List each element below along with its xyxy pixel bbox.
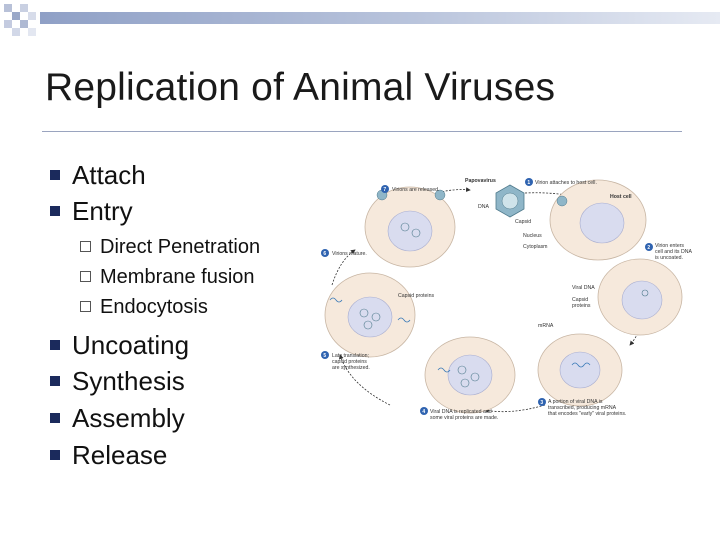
host-cell-bottom-right — [538, 334, 622, 406]
checkbox-bullet-icon — [80, 241, 91, 252]
host-cell-left — [325, 273, 415, 357]
bullet-text: Release — [72, 440, 168, 470]
label-capsid-proteins: proteins — [572, 303, 591, 309]
bullet-text: Attach — [72, 160, 146, 190]
label-step2: is uncoated. — [655, 255, 683, 261]
label-step6: Virions mature. — [332, 251, 367, 257]
label-step2: cell and its DNA — [655, 249, 692, 255]
square-bullet-icon — [50, 206, 60, 216]
host-cell-bottom-center — [425, 337, 515, 413]
host-cell-top-left — [365, 187, 455, 267]
square-bullet-icon — [50, 376, 60, 386]
sub-bullet-text: Membrane fusion — [100, 266, 255, 288]
step-number: 7 — [383, 186, 387, 193]
step-number: 4 — [422, 408, 426, 415]
label-step2: Virion enters — [655, 243, 685, 249]
host-cell-top-right — [550, 180, 646, 260]
label-host-cell: Host cell — [610, 194, 632, 200]
label-cytoplasm: Cytoplasm — [523, 244, 548, 250]
label-viral-dna: Viral DNA — [572, 285, 595, 291]
square-bullet-icon — [50, 450, 60, 460]
bullet-text: Entry — [72, 196, 133, 226]
bullet-text: Uncoating — [72, 330, 190, 360]
label-nucleus: Nucleus — [523, 233, 542, 239]
square-bullet-icon — [50, 340, 60, 350]
label-step3: transcribed, producing mRNA — [548, 405, 617, 411]
checkbox-bullet-icon — [80, 301, 91, 312]
square-bullet-icon — [50, 413, 60, 423]
sub-bullet-text: Endocytosis — [100, 296, 208, 318]
bullet-text: Synthesis — [72, 366, 185, 396]
step-number: 6 — [323, 250, 327, 257]
label-step1: Virion attaches to host cell. — [535, 180, 597, 186]
label-step5: capsid proteins — [332, 359, 367, 365]
label-step3: that encodes "early" viral proteins. — [548, 411, 627, 417]
step-number: 2 — [647, 244, 651, 251]
label-step4: Viral DNA is replicated and — [430, 409, 492, 415]
header-gradient-bar — [40, 12, 720, 24]
corner-checker-decoration — [0, 0, 40, 40]
label-dna: DNA — [478, 204, 489, 210]
step-number: 3 — [540, 399, 544, 406]
label-capsid-proteins: Capsid — [572, 297, 589, 303]
label-mrna: mRNA — [538, 323, 554, 329]
step-number: 1 — [527, 179, 531, 186]
label-capsid-proteins: Capsid proteins — [398, 293, 435, 299]
label-step5: Late translation; — [332, 353, 369, 359]
virus-replication-diagram — [310, 165, 715, 435]
bullet-text: Assembly — [72, 403, 185, 433]
square-bullet-icon — [50, 170, 60, 180]
title-underline — [42, 131, 682, 132]
label-step5: are synthesized. — [332, 365, 370, 371]
label-papovavirus: Papovavirus — [465, 178, 496, 184]
label-capsid: Capsid — [515, 219, 532, 225]
label-step4: some viral proteins are made. — [430, 415, 499, 421]
slide-title: Replication of Animal Viruses — [45, 66, 556, 109]
step-number: 5 — [323, 352, 327, 359]
label-step7: Virions are released. — [392, 187, 440, 193]
label-step3: A portion of viral DNA is — [548, 399, 603, 405]
sub-bullet-text: Direct Penetration — [100, 236, 261, 258]
host-cell-right — [598, 259, 682, 335]
checkbox-bullet-icon — [80, 271, 91, 282]
